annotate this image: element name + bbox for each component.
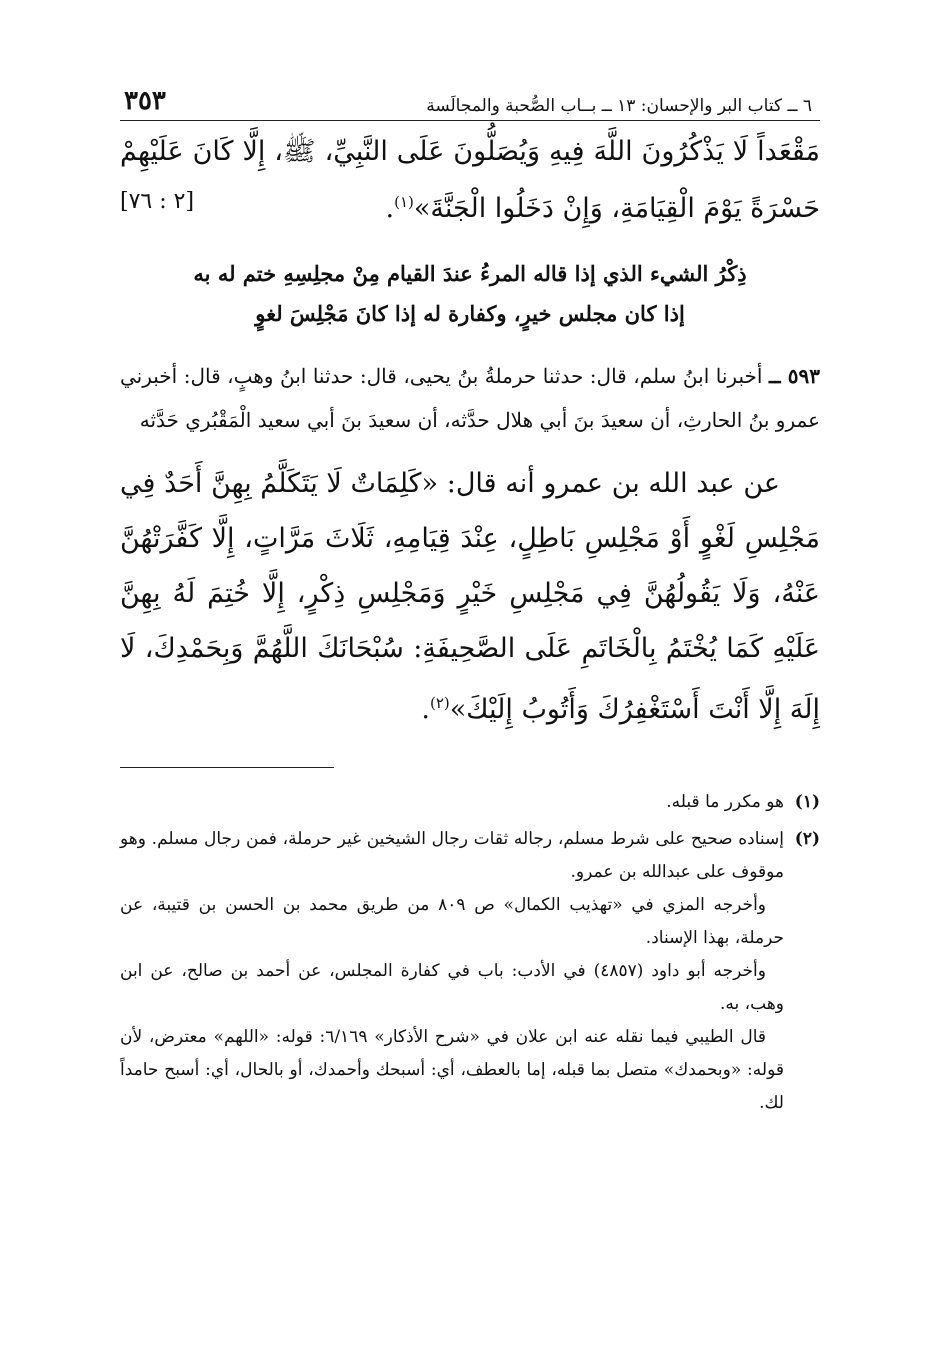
running-header [120, 80, 820, 116]
hadith-matn [120, 456, 820, 737]
matn-intro: عن عبد الله بن عمرو أنه قال: [446, 468, 780, 499]
footnote-number: (٢) [794, 829, 820, 849]
verse-end: . [385, 193, 395, 224]
isnad-text: أخبرنا ابنُ سلم، قال: حدثنا حرملةُ بنُ يحيى، قال: حدثنا ابنُ وهبٍ، قال: أخبرني عمرو بنُ الحارثِ، أن سعيدَ بنَ أبي هلال حدَّثه، أن سعيدَ بنَ أبي سعيد الْمَقْبُري حَدَّثه [120, 364, 820, 432]
hadith-isnad [120, 354, 820, 442]
footnote-ref-2: (٢) [429, 694, 450, 712]
book-page [120, 80, 820, 1124]
heading-line-2: إذا كان مجلس خيرٍ، وكفارة له إذا كانَ مَجْلِسَ لغوٍ [255, 301, 685, 326]
footnote-paragraph: هو مكرر ما قبله. [666, 792, 784, 812]
verse-text: مَقْعَداً لَا يَذْكُرُونَ اللَّهَ فِيهِ وَيُصَلُّونَ عَلَى النَّبِيِّ، ﷺ، إِلَّا كَانَ عَلَيْهِمْ حَسْرَةً يَوْمَ الْقِيَامَةِ، وَإِنْ دَخَلُوا الْجَنَّةَ» [120, 136, 820, 224]
footnote-separator [120, 767, 334, 768]
footnote-ref-1: (١) [394, 193, 414, 211]
heading-line-1: ذِكْرُ الشيء الذي إذا قاله المرءُ عندَ القيام مِنْ مجلِسِهِ ختم له به [193, 261, 747, 286]
footnote-2 [120, 823, 820, 1120]
matn-end: . [421, 694, 430, 725]
header-title: ٦ ــ كتاب البر والإحسان: ١٣ ــ بــاب الصُّحبة والمجالَسة [426, 96, 812, 116]
hadith-number: ٥٩٣ ــ [768, 364, 821, 388]
header-rule [120, 120, 820, 121]
footnote-body [120, 823, 784, 1120]
page-number: ٣٥٣ [124, 86, 166, 116]
footnote-paragraph: وأخرجه أبو داود (٤٨٥٧) في الأدب: باب في كفارة المجلس، عن أحمد بن صالح، عن ابن وهب، به. [120, 961, 784, 1014]
footnote-paragraph: قال الطيبي فيما نقله عنه ابن علان في «شرح الأذكار» ٦/١٦٩: قوله: «اللهم» معترض، لأن قوله: «وبحمدك» متصل بما قبله، إما بالعطف، أي: أسبحك وأحمدك، أو بالحال، أي: أسبح حامداً لك. [120, 1027, 784, 1113]
footnote-paragraph: وأخرجه المزي في «تهذيب الكمال» ص ٨٠٩ من طريق محمد بن الحسن بن قتيبة، عن حرملة، بهذا الإسناد. [120, 895, 784, 948]
hadith-reference: [٢ : ٧٦] [120, 189, 195, 214]
section-heading [120, 254, 820, 334]
footnotes [120, 786, 820, 1120]
footnote-number: (١) [794, 792, 820, 812]
footnote-paragraph: إسناده صحيح على شرط مسلم، رجاله ثقات رجال الشيخين غير حرملة، فمن رجال مسلم. وهو موقوف على عبدالله بن عمرو. [120, 829, 784, 882]
footnote-body [120, 786, 784, 819]
matn-text: «كَلِمَاتٌ لَا يَتَكَلَّمُ بِهِنَّ أَحَدٌ فِي مَجْلِسِ لَغْوٍ أَوْ مَجْلِسِ بَاطِلٍ، عِنْدَ قِيَامِهِ، ثَلَاثَ مَرَّاتٍ، إِلَّا كَفَّرَتْهُنَّ عَنْهُ، وَلَا يَقُولُهُنَّ فِي مَجْلِسِ خَيْرٍ وَمَجْلِسِ ذِكْرٍ، إِلَّا خُتِمَ لَهُ بِهِنَّ عَلَيْهِ كَمَا يُخْتَمُ بِالْخَاتَمِ عَلَى الصَّحِيفَةِ: سُبْحَانَكَ اللَّهُمَّ وَبِحَمْدِكَ، لَا إِلَهَ إِلَّا أَنْتَ أَسْتَغْفِرُكَ وَأَتُوبُ إِلَيْكَ» [120, 468, 820, 725]
footnote-1 [120, 786, 820, 819]
continued-hadith-text [120, 127, 820, 234]
